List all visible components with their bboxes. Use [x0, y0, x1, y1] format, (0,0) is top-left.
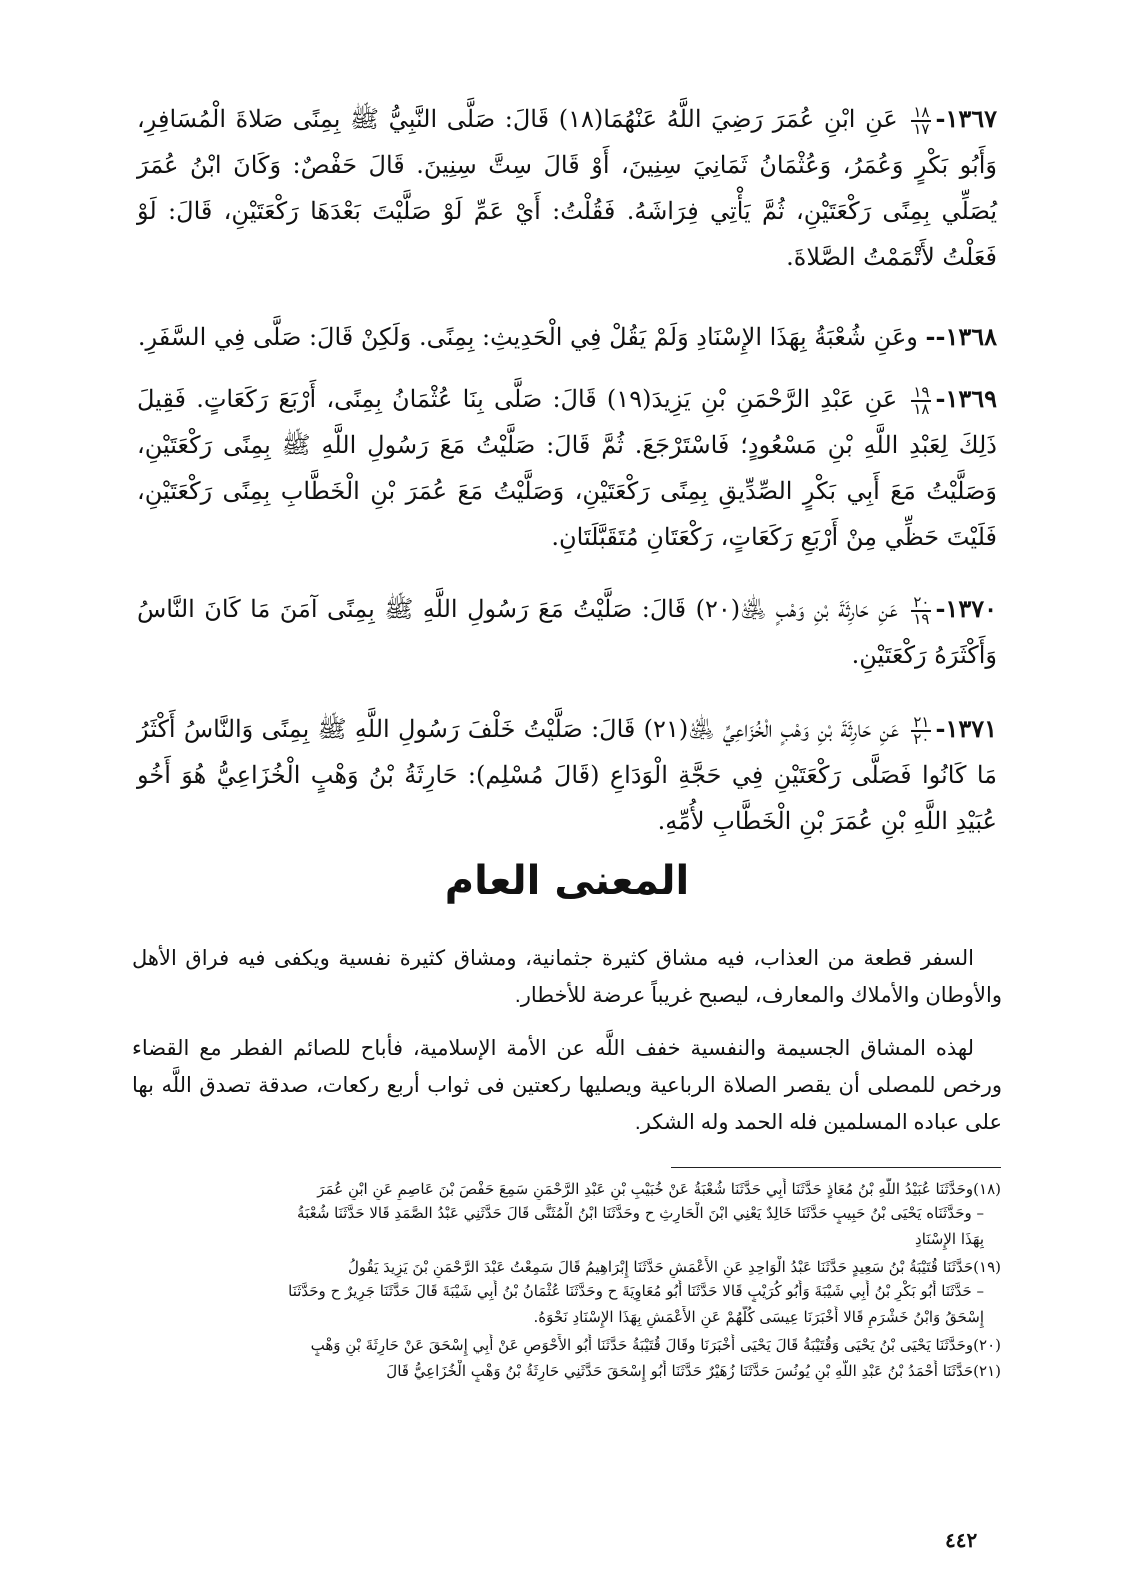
footnote-18-continuation: – وحَدَّثَنَاه يَحْيَى بْنُ حَبِيبٍ حَدَّثَنَا خَالِدٌ يَعْنِي ابْنَ الْحَارِثِ ح وحَدَّثَنَا ابْنُ الْمُثَنَّى قَالَ حَدَّثَنِي عَبْدُ الصَّمَدِ قَالا حَدَّثَنَا شُعْبَةُ	[297, 1204, 984, 1222]
commentary-paragraph-1: السفر قطعة من العذاب، فيه مشاق كثيرة جثمانية، ومشاق كثيرة نفسية ويكفى فيه فراق الأهل والأوطان والأملاك والمعارف، ليصبح غريباً عرضة للأخطار.	[132, 947, 1002, 1007]
hadith-1370	[137, 586, 997, 678]
commentary-paragraph-2: لهذه المشاق الجسيمة والنفسية خفف اللَّه عن الأمة الإسلامية، فأباح للصائم الفطر مع القضاء ورخص للمصلى أن يقصر الصلاة الرباعية ويصليها ركعتين فى ثواب أربع ركعات، صدقة تصدق اللَّه بها على عباده المسلمين فله الحمد وله الشكر.	[132, 1037, 1002, 1134]
hadith-number: ١٣٦٧-	[935, 104, 997, 133]
hadith-1371	[137, 706, 997, 844]
chain-fraction: $\frac{١٩}{١٨}$	[913, 382, 930, 418]
footnote-18-continuation: بِهَذَا الإِسْنَادِ	[915, 1230, 984, 1248]
chain-fraction: $\frac{١٨}{١٧}$	[913, 102, 930, 138]
section-heading: المعنى العام	[444, 858, 690, 904]
hadith-1369	[137, 376, 997, 560]
footnote-19-continuation: – حَدَّثَنَا أَبُو بَكْرِ بْنُ أَبِي شَيْبَةَ وَأَبُو كُرَيْبٍ قَالا حَدَّثَنَا أَبُو مُعَاوِيَةَ ح وحَدَّثَنَا عُثْمَانُ بْنُ أَبِي شَيْبَةَ قَالَ حَدَّثَنَا جَرِيرٌ ح وحَدَّثَنَا	[288, 1282, 984, 1300]
hadith-text: عَنِ حَارِثَةَ بْنِ وَهْبٍ الْخُزَاعِيِّ ﵁(٢١) قَالَ: صَلَّيْتُ خَلْفَ رَسُولِ اللَّهِ ﷺ بِمِنًى وَالنَّاسُ أَكْثَرُ مَا كَانُوا فَصَلَّى رَكْعَتَيْنِ فِي حَجَّةِ الْوَدَاعِ (قَالَ مُسْلِم): حَارِثَةُ بْنُ وَهْبٍ الْخُزَاعِيُّ هُوَ أَخُو عُبَيْدِ اللَّهِ بْنِ عُمَرَ بْنِ الْخَطَّابِ لأُمِّهِ.	[137, 715, 997, 835]
footnote-divider	[671, 1167, 1001, 1168]
hadith-text: عَنِ عَبْدِ الرَّحْمَنِ بْنِ يَزِيدَ(١٩) قَالَ: صَلَّى بِنَا عُثْمَانُ بِمِنًى، أَرْبَعَ رَكَعَاتٍ. فَقِيلَ ذَلِكَ لِعَبْدِ اللَّهِ بْنِ مَسْعُودٍ؛ فَاسْتَرْجَعَ. ثُمَّ قَالَ: صَلَّيْتُ مَعَ رَسُولِ اللَّهِ ﷺ بِمِنًى رَكْعَتَيْنِ، وَصَلَّيْتُ مَعَ أَبِي بَكْرٍ الصِّدِّيقِ بِمِنًى رَكْعَتَيْنِ، وَصَلَّيْتُ مَعَ عُمَرَ بْنِ الْخَطَّابِ بِمِنًى رَكْعَتَيْنِ، فَلَيْتَ حَظِّي مِنْ أَرْبَعِ رَكَعَاتٍ، رَكْعَتَانِ مُتَقَبَّلَتَانِ.	[137, 385, 998, 551]
footnote-18: (١٨)وحَدَّثَنَا عُبَيْدُ اللَّهِ بْنُ مُعَاذٍ حَدَّثَنَا أَبِي حَدَّثَنَا شُعْبَةُ عَنْ خُبَيْبِ بْنِ عَبْدِ الرَّحْمَنِ سَمِعَ حَفْصَ بْنَ عَاصِمٍ عَنِ ابْنِ عُمَرَ	[317, 1180, 1001, 1198]
chain-fraction: $\frac{٢٠}{١٩}$	[913, 592, 930, 628]
footnote-19-continuation: إِسْحَقُ وَابْنُ خَشْرَمٍ قَالا أَخْبَرَنَا عِيسَى كُلُّهُمْ عَنِ الأَعْمَشِ بِهَذَا الإِسْنَادِ نَحْوَهُ.	[533, 1308, 984, 1326]
footnote-20: (٢٠)وحَدَّثَنَا يَحْيَى بْنُ يَحْيَى وَقُتَيْبَةُ قَالَ يَحْيَى أَخْبَرَنَا وقَالَ قُتَيْبَةُ حَدَّثَنَا أَبُو الأَحْوَصِ عَنْ أَبِي إِسْحَقَ عَنْ حَارِثَةَ بْنِ وَهْبٍ	[310, 1336, 1001, 1354]
footnote-19: (١٩)حَدَّثَنَا قُتَيْبَةُ بْنُ سَعِيدٍ حَدَّثَنَا عَبْدُ الْوَاحِدِ عَنِ الأَعْمَشِ حَدَّثَنَا إِبْرَاهِيمُ قَالَ سَمِعْتُ عَبْدَ الرَّحْمَنِ بْنَ يَزِيدَ يَقُولُ	[347, 1258, 1001, 1276]
hadith-text: عَنِ حَارِثَةَ بْنِ وَهْبٍ ﵁(٢٠) قَالَ: صَلَّيْتُ مَعَ رَسُولِ اللَّهِ ﷺ بِمِنًى آمَنَ مَا كَانَ النَّاسُ وَأَكْثَرَهُ رَكْعَتَيْنِ.	[137, 595, 997, 669]
hadith-1367	[137, 96, 997, 280]
hadith-number: ١٣٧١-	[935, 714, 997, 743]
footnote-21: (٢١)حَدَّثَنَا أَحْمَدُ بْنُ عَبْدِ اللَّهِ بْنِ يُونُسَ حَدَّثَنَا زُهَيْرٌ حَدَّثَنَا أَبُو إِسْحَقَ حَدَّثَنِي حَارِثَةُ بْنُ وَهْبٍ الْخُزَاعِيُّ قَالَ	[386, 1362, 1001, 1380]
hadith-1368	[137, 314, 997, 360]
hadith-number: ١٣٧٠-	[935, 594, 997, 623]
hadith-number: ١٣٦٩-	[935, 384, 998, 413]
chain-fraction: $\frac{٢١}{٢٠}$	[913, 712, 930, 748]
hadith-text: وعَنِ شُعْبَةُ بِهَذَا الإِسْنَادِ وَلَمْ يَقُلْ فِي الْحَدِيثِ: بِمِنًى. وَلَكِنْ قَالَ: صَلَّى فِي السَّفَرِ.	[137, 323, 918, 351]
page-number: ٤٤٢	[945, 1528, 978, 1552]
hadith-number: ١٣٦٨--	[925, 322, 997, 351]
hadith-text: عَنِ ابْنِ عُمَرَ رَضِيَ اللَّهُ عَنْهُمَا(١٨) قَالَ: صَلَّى النَّبِيُّ ﷺ بِمِنًى صَلاةَ الْمُسَافِرِ، وَأَبُو بَكْرٍ وَعُمَرُ، وَعُثْمَانُ ثَمَانِيَ سِنِينَ، أَوْ قَالَ سِتَّ سِنِينَ. قَالَ حَفْصٌ: وَكَانَ ابْنُ عُمَرَ يُصَلِّي بِمِنًى رَكْعَتَيْنِ، ثُمَّ يَأْتِي فِرَاشَهُ. فَقُلْتُ: أَيْ عَمِّ لَوْ صَلَّيْتَ بَعْدَهَا رَكْعَتَيْنِ، قَالَ: لَوْ فَعَلْتُ لأَتْمَمْتُ الصَّلاةَ.	[137, 105, 997, 271]
